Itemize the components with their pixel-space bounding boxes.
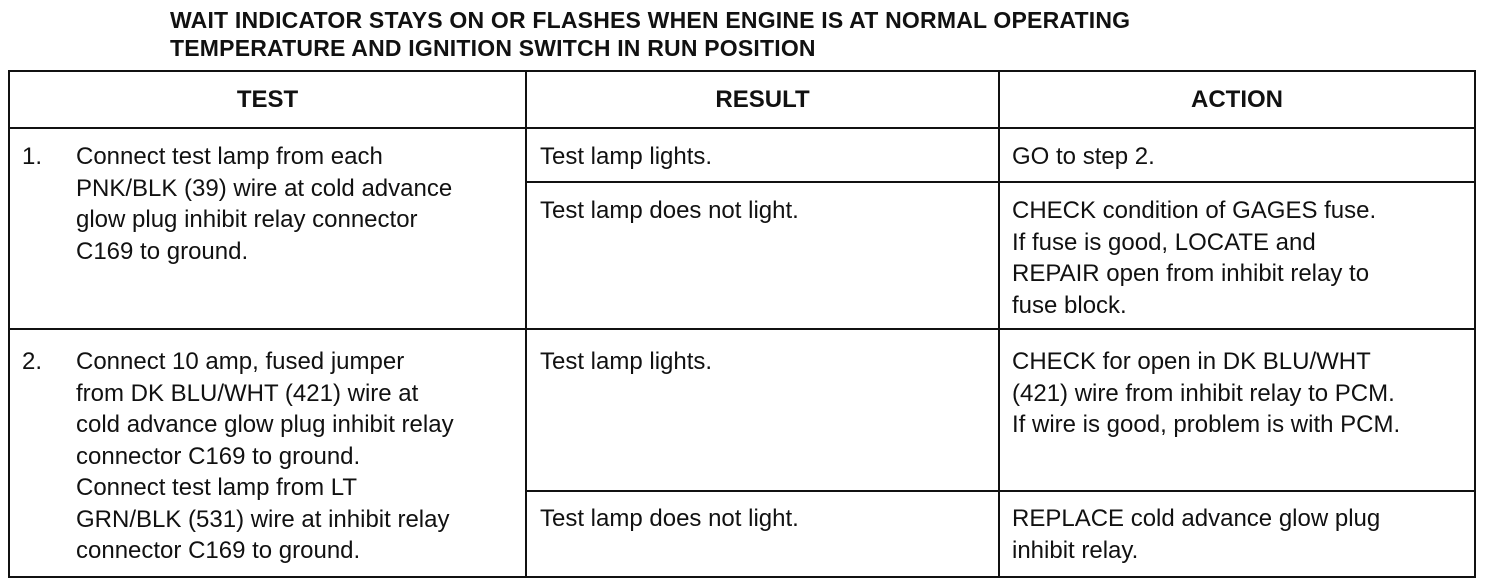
action-text xyxy=(1012,195,1376,321)
table-title-line-2: TEMPERATURE AND IGNITION SWITCH IN RUN POSITION xyxy=(170,35,816,61)
outcome-divider xyxy=(525,181,1474,183)
test-line: from DK BLU/WHT (421) wire at xyxy=(76,379,419,407)
test-line: cold advance glow plug inhibit relay xyxy=(76,411,454,438)
test-line: PNK/BLK (39) wire at cold advance xyxy=(76,174,453,202)
action-line: (421) wire from inhibit relay to PCM. xyxy=(1012,379,1395,407)
result-line: Test lamp does not light. xyxy=(540,197,799,224)
table-title xyxy=(170,6,1470,62)
column-divider xyxy=(998,72,1000,576)
action-text xyxy=(1012,141,1155,173)
action-line: CHECK condition of GAGES fuse. xyxy=(1012,197,1377,224)
action-line: If wire is good, problem is with PCM. xyxy=(1012,411,1401,438)
column-divider xyxy=(525,72,527,576)
result-text xyxy=(540,346,712,378)
action-line: inhibit relay. xyxy=(1012,536,1139,564)
test-line: connector C169 to ground. xyxy=(76,537,361,564)
action-line: GO to step 2. xyxy=(1012,143,1155,170)
step-divider xyxy=(10,328,1474,330)
step-test-text xyxy=(76,346,454,567)
step-number: 1. xyxy=(22,143,43,170)
step-test-text xyxy=(76,141,452,267)
result-text xyxy=(540,141,712,173)
test-line: Connect test lamp from each xyxy=(76,143,383,170)
action-line: If fuse is good, LOCATE and xyxy=(1012,228,1316,256)
action-line: REPLACE cold advance glow plug xyxy=(1012,505,1381,532)
diagnostic-table xyxy=(8,70,1476,578)
test-line: C169 to ground. xyxy=(76,237,249,265)
test-line: connector C169 to ground. xyxy=(76,442,361,470)
header-action: ACTION xyxy=(1191,86,1283,113)
result-text xyxy=(540,503,799,535)
step-number: 2. xyxy=(22,348,43,375)
result-text xyxy=(540,195,799,227)
header-result: RESULT xyxy=(715,86,810,113)
test-line: GRN/BLK (531) wire at inhibit relay xyxy=(76,505,450,533)
outcome-divider xyxy=(525,490,1474,492)
table-title-line-1: WAIT INDICATOR STAYS ON OR FLASHES WHEN ENGINE IS AT NORMAL OPERATING xyxy=(170,7,1131,33)
test-line: Connect test lamp from LT xyxy=(76,474,357,501)
action-line: CHECK for open in DK BLU/WHT xyxy=(1012,348,1371,375)
result-line: Test lamp lights. xyxy=(540,348,713,375)
result-line: Test lamp does not light. xyxy=(540,505,799,532)
action-text xyxy=(1012,503,1380,566)
action-line: fuse block. xyxy=(1012,291,1127,319)
header-test: TEST xyxy=(236,86,299,113)
action-line: REPAIR open from inhibit relay to xyxy=(1012,260,1370,287)
action-text xyxy=(1012,346,1400,441)
result-line: Test lamp lights. xyxy=(540,143,713,170)
test-line: Connect 10 amp, fused jumper xyxy=(76,348,405,375)
test-line: glow plug inhibit relay connector xyxy=(76,206,418,233)
